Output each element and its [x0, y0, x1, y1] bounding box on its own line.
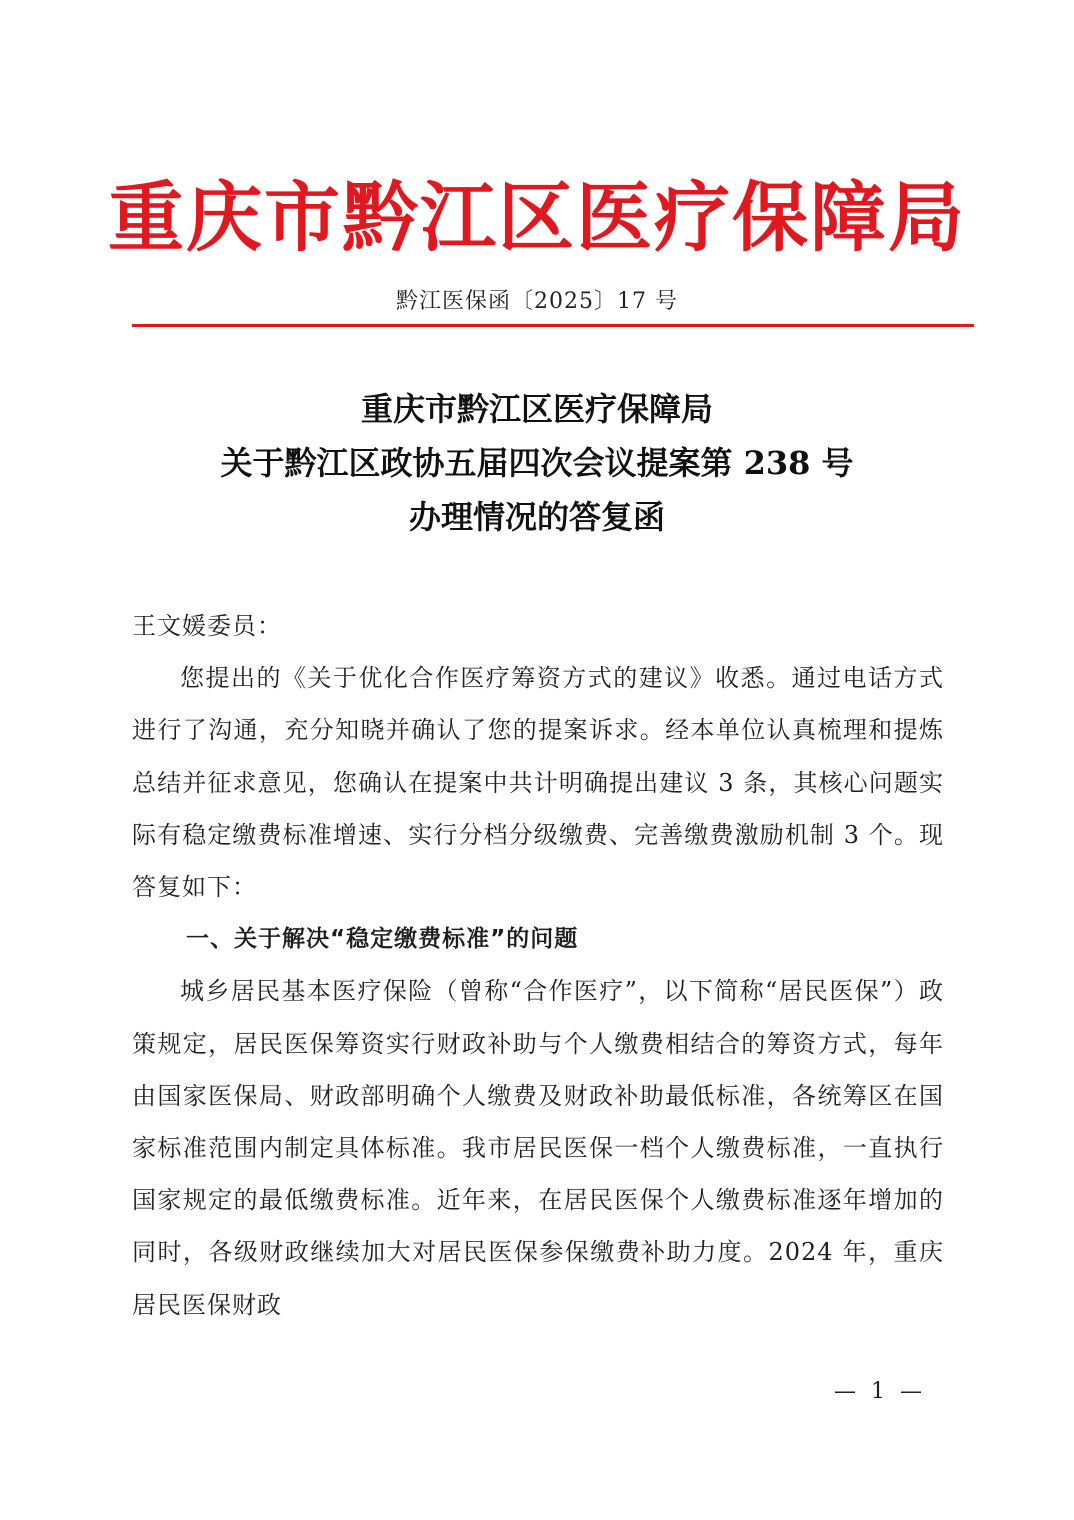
title-line-3: 办理情况的答复函	[408, 498, 665, 536]
document-number: 黔江医保函〔2025〕17 号	[396, 289, 678, 314]
agency-masthead: 重庆市黔江区医疗保障局	[108, 173, 966, 262]
letter-body	[132, 600, 944, 1331]
paragraph-section-1: 城乡居民基本医疗保险（曾称“合作医疗”，以下简称“居民医保”）政策规定，居民医保筹资实行财政补助与个人缴费相结合的筹资方式，每年由国家医保局、财政部明确个人缴费及财政补助最低标准，各统筹区在国家标准范围内制定具体标准。我市居民医保一档个人缴费标准，一直执行国家规定的最低缴费标准。近年来，在居民医保个人缴费标准逐年增加的同时，各级财政继续加大对居民医保参保缴费补助力度。2024 年，重庆居民医保财政	[132, 977, 944, 1319]
salutation: 王文媛委员：	[132, 612, 282, 640]
section-heading-1: 一、关于解决“稳定缴费标准”的问题	[186, 926, 579, 953]
title-line-1: 重庆市黔江区医疗保障局	[360, 390, 713, 428]
title-line-2: 关于黔江区政协五届四次会议提案第 238 号	[220, 444, 854, 482]
paragraph-intro: 您提出的《关于优化合作医疗筹资方式的建议》收悉。通过电话方式进行了沟通，充分知晓并确认了您的提案诉求。经本单位认真梳理和提炼总结并征求意见，您确认在提案中共计明确提出建议 3 条，其核心问题实际有稳定缴费标准增速、实行分档分级缴费、完善缴费激励机制 3 个。现答复如下：	[132, 664, 944, 902]
document-title	[80, 382, 994, 544]
page-number: — 1 —	[834, 1379, 926, 1404]
red-divider-line	[132, 324, 974, 327]
